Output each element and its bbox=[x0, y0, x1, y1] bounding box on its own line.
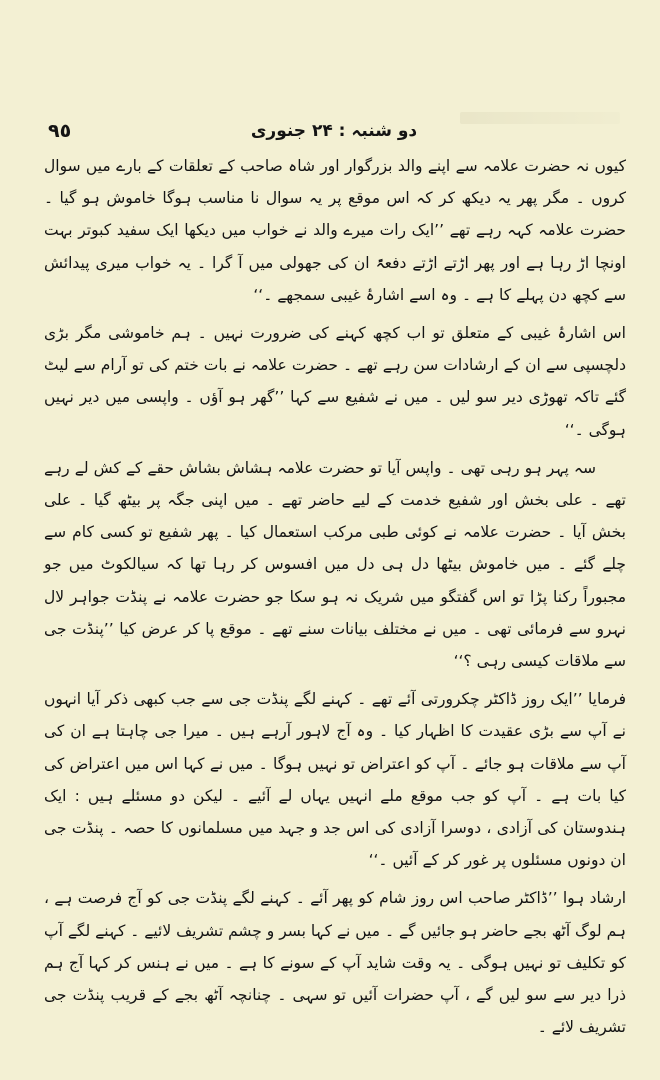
paragraph: اس اشارۂ غیبی کے متعلق تو اب کچھ کہنے کی ضرورت نہیں ۔ ہم خاموشی مگر بڑی دلچسپی سے ان کے ارشادات سن رہے تھے ۔ حضرت علامہ نے بات ختم کی تو آرام سے لیٹ گئے تاکہ تھوڑی دیر سو لیں ۔ میں نے شفیع سے کہا ’’گھر ہو آؤں ۔ واپسی میں دیر نہیں ہوگی ۔‘‘ bbox=[44, 324, 626, 439]
paragraph: سہ پہر ہو رہی تھی ۔ واپس آیا تو حضرت علامہ ہشاش بشاش حقے کے کش لے رہے تھے ۔ علی بخش اور شفیع خدمت کے لیے حاضر تھے ۔ میں اپنی جگہ پر بیٹھ گیا ۔ علی بخش آیا ۔ حضرت علامہ نے کوئی طبی مرکب استعمال کیا ۔ پھر شفیع تو کسی کام سے چلے گئے ۔ میں خاموش بیٹھا دل ہی دل میں افسوس کر رہا تھا کہ سیالکوٹ میں جو مجبوراً رکنا پڑا تو اس گفتگو میں شریک نہ ہو سکا جو حضرت علامہ نے پنڈت جواہر لال نہرو سے فرمائی تھی ۔ میں نے مختلف بیانات سنے تھے ۔ موقع پا کر عرض کیا ’’پنڈت جی سے ملاقات کیسی رہی ؟‘‘ bbox=[44, 458, 626, 671]
page-header bbox=[48, 120, 620, 148]
running-head: دو شنبہ : ۲۴ جنوری bbox=[250, 121, 418, 141]
paragraph: ارشاد ہوا ’’ڈاکٹر صاحب اس روز شام کو پھر آئے ۔ کہنے لگے پنڈت جی کو آج فرصت ہے ، ہم لوگ آٹھ بجے حاضر ہو جائیں گے ۔ میں نے کہا بسر و چشم تشریف لائیے ۔ کہنے لگے آپ کو تکلیف تو نہیں ہوگی ۔ یہ وقت شاید آپ کے سونے کا ہے ۔ میں نے ہنس کر کہا آج ہم ذرا دیر سے سو لیں گے ، آپ حضرات آئیں تو سہی ۔ چنانچہ آٹھ بجے کے قریب پنڈت جی تشریف لائے ۔ bbox=[44, 889, 626, 1037]
paragraph: کیوں نہ حضرت علامہ سے اپنے والد بزرگوار اور شاہ صاحب کے تعلقات کے بارے میں سوال کروں ۔ مگر پھر یہ دیکھ کر کہ اس موقع پر یہ سوال نا مناسب ہوگا خاموش ہو گیا ۔ حضرت علامہ کہہ رہے تھے ’’ایک رات میرے والد نے خواب میں دیکھا ایک سفید کبوتر بہت اونچا اڑ رہا ہے اور پھر اڑتے اڑتے دفعۃً ان کی جھولی میں آ گرا ۔ یہ خواب میری پیدائش سے کچھ دن پہلے کا ہے ۔ وہ اسے اشارۂ غیبی سمجھے ۔‘‘ bbox=[44, 157, 626, 304]
paragraph: فرمایا ’’ایک روز ڈاکٹر چکرورتی آئے تھے ۔ کہنے لگے پنڈت جی سے جب کبھی ذکر آیا انہوں نے آپ سے بڑی عقیدت کا اظہار کیا ۔ وہ آج لاہور آرہے ہیں ۔ میرا جی چاہتا ہے ان کی آپ سے ملاقات ہو جائے ۔ آپ کو اعتراض تو نہیں ہوگا ۔ میں نے کہا اس میں اعتراض کی کیا بات ہے ۔ آپ کو جب موقع ملے انہیں یہاں لے آئیے ۔ لیکن دو مسئلے ہیں : ایک ہندوستان کی آزادی ، دوسرا آزادی کی اس جد و جہد میں مسلمانوں کا حصہ ۔ پنڈت جی ان دونوں مسئلوں پر غور کر کے آئیں ۔‘‘ bbox=[44, 690, 626, 870]
page-number: ٩٥ bbox=[48, 120, 72, 142]
page-body bbox=[44, 150, 626, 1049]
